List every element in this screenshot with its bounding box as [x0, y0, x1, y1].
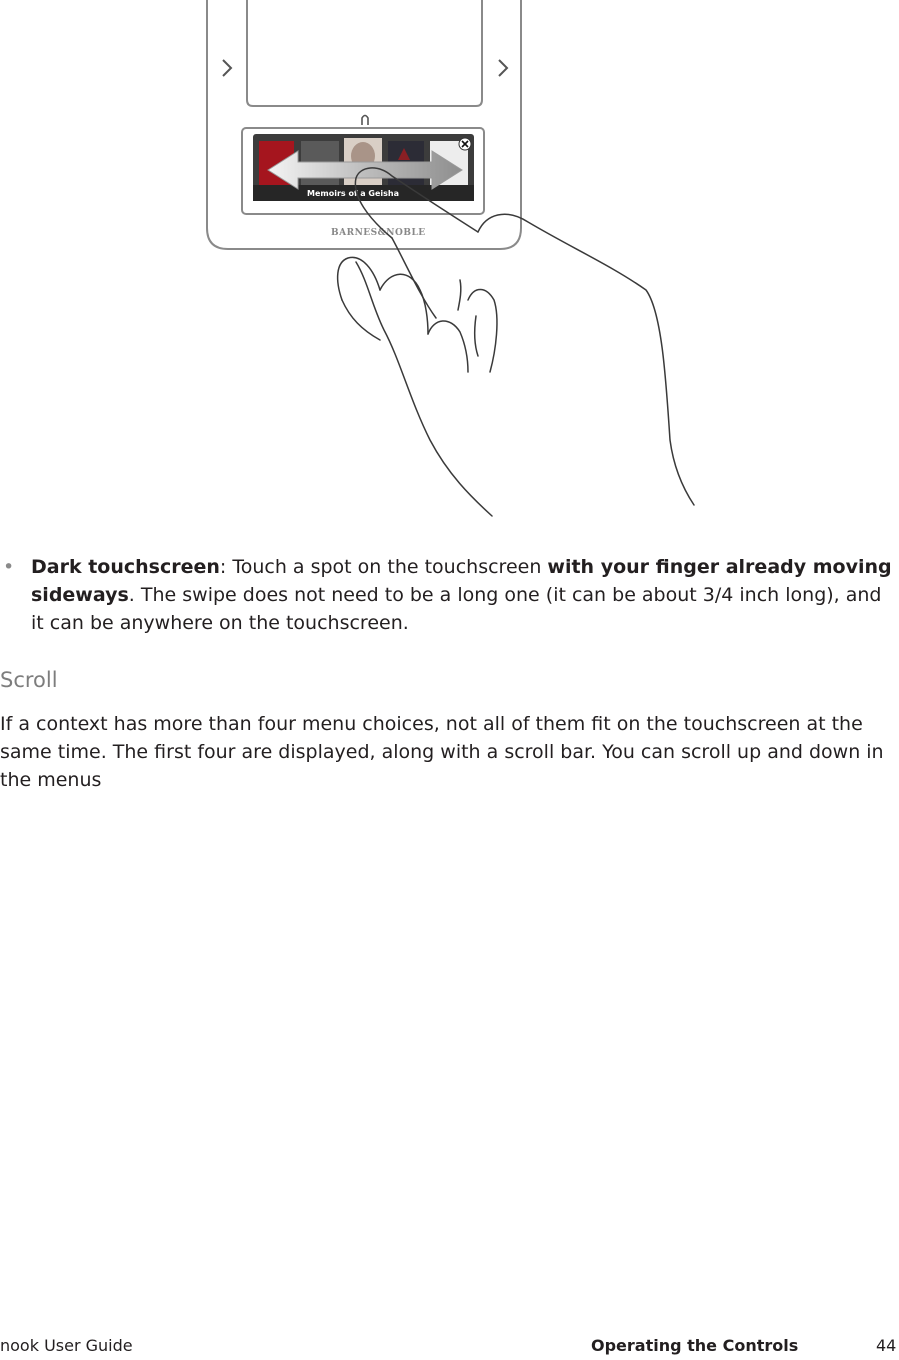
- bullet-rest: . The swipe does not need to be a long one (it can be about 3/4 inch long), and it can be anywhere on the touchscreen.: [31, 584, 882, 634]
- bullet-text: [31, 553, 899, 637]
- footer-page-number: 44: [876, 1336, 897, 1355]
- nook-swipe-illustration: [0, 0, 899, 520]
- footer-section-title: Operating the Controls: [591, 1336, 799, 1355]
- close-icon: [459, 138, 471, 150]
- section-body: If a context has more than four menu choices, not all of them fit on the touchscreen at the same time. The first four are displayed, along with a scroll bar. You can scroll up and down in the menus: [0, 713, 884, 791]
- bullet-sep: : Touch a spot on the touchscreen: [219, 556, 548, 578]
- footer-guide-title: nook User Guide: [0, 1336, 133, 1355]
- bullet-item-dark-touchscreen: [0, 553, 899, 637]
- page-footer: [0, 1336, 899, 1360]
- eink-screen: [247, 0, 482, 106]
- bullet-term: Dark touchscreen: [31, 556, 220, 578]
- device-brand: BARNES&NOBLE: [331, 228, 426, 238]
- bullet-dot: •: [3, 556, 15, 578]
- bullet-emphasis: with your finger already moving sideways: [31, 556, 892, 606]
- cover-caption: Memoirs of a Geisha: [307, 189, 399, 198]
- section-heading: Scroll: [0, 668, 58, 692]
